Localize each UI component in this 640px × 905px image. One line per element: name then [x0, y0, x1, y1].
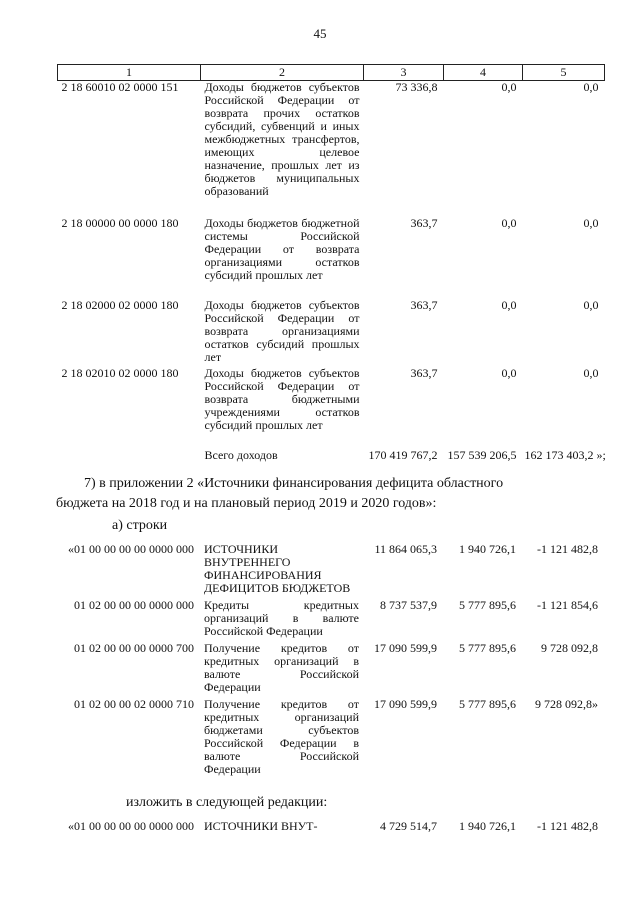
row-value-2018: 11 864 065,3 — [374, 542, 437, 556]
row-name: ИСТОЧНИКИ ВНУТРЕННЕГО ФИНАНСИРОВАНИЯ ДЕФИЦИТОВ БЮДЖЕТОВ — [204, 542, 351, 595]
row-name: Получение кредитов от кредитных организаций бюджетами субъектов Российской Федерации в валюте Российской Федерации — [204, 697, 359, 776]
row-code: 01 02 00 00 02 0000 710 — [74, 697, 194, 711]
row-name: ИСТОЧНИКИ ВНУТ- — [204, 819, 318, 833]
row-name: Кредиты кредитных организаций в валюте Российской Федерации — [204, 598, 359, 638]
row-code: 2 18 02000 02 0000 180 — [61, 298, 179, 312]
row-value-2020: 9 728 092,8 — [541, 641, 598, 655]
row-value-2019: 1 940 726,1 — [459, 819, 516, 833]
row-value-2020: 0,0 — [583, 366, 599, 380]
row-code: «01 00 00 00 00 0000 000 — [68, 542, 194, 556]
total-value-2019: 157 539 206,5 — [447, 448, 517, 462]
table-row — [58, 367, 605, 449]
table-row — [58, 299, 605, 367]
row-value-2020: -1 121 482,8 — [537, 819, 598, 833]
row-value-2018: 73 336,8 — [395, 80, 438, 94]
row-value-2020: 0,0 — [583, 216, 599, 230]
row-value-2018: 363,7 — [410, 216, 438, 230]
header-col-1: 1 — [58, 65, 201, 81]
header-col-4: 4 — [444, 65, 523, 81]
row-code: 2 18 60010 02 0000 151 — [61, 80, 179, 94]
row-value-2019: 0,0 — [501, 80, 517, 94]
row-value-2020: 0,0 — [583, 80, 599, 94]
row-value-2019: 1 940 726,1 — [459, 542, 516, 556]
row-code: «01 00 00 00 00 0000 000 — [68, 819, 194, 833]
header-col-5: 5 — [523, 65, 605, 81]
table-header-row — [58, 65, 605, 81]
row-name: Доходы бюджетов субъектов Российской Федерации от возврата бюджетными учреждениями остатков субсидий прошлых лет — [204, 366, 360, 432]
header-col-2: 2 — [201, 65, 364, 81]
paragraph-7-line-2: бюджета на 2018 год и на плановый период 2019 и 2020 годов»: — [56, 496, 437, 511]
row-code: 01 02 00 00 00 0000 700 — [74, 641, 194, 655]
sources-table-new — [57, 820, 604, 833]
table-row — [58, 217, 605, 299]
row-code: 2 18 00000 00 0000 180 — [61, 216, 179, 230]
table-row — [57, 642, 604, 698]
row-value-2018: 17 090 599,9 — [374, 641, 437, 655]
table-row — [58, 81, 605, 218]
row-value-2018: 8 737 537,9 — [380, 598, 437, 612]
sources-table-old — [57, 543, 604, 776]
row-value-2018: 363,7 — [410, 366, 438, 380]
table-row — [57, 698, 604, 776]
page-number: 45 — [313, 26, 327, 41]
amendment-paragraph-7 — [56, 474, 614, 514]
row-value-2019: 0,0 — [501, 366, 517, 380]
row-value-2018: 4 729 514,7 — [380, 819, 437, 833]
row-value-2018: 17 090 599,9 — [374, 697, 437, 711]
row-value-2019: 5 777 895,6 — [459, 598, 516, 612]
row-value-2019: 0,0 — [501, 298, 517, 312]
table-row — [57, 543, 604, 599]
total-row — [58, 449, 605, 465]
row-code: 2 18 02010 02 0000 180 — [61, 366, 179, 380]
replace-instruction: изложить в следующей редакции: — [126, 795, 328, 810]
subpoint-a: а) строки — [112, 518, 168, 533]
header-col-3: 3 — [364, 65, 444, 81]
row-value-2020: 9 728 092,8» — [535, 697, 598, 711]
total-value-2020: 162 173 403,2 »; — [524, 448, 606, 462]
row-code: 01 02 00 00 00 0000 000 — [74, 598, 194, 612]
total-label: Всего доходов — [204, 448, 278, 462]
row-value-2018: 363,7 — [410, 298, 438, 312]
row-value-2020: -1 121 854,6 — [537, 598, 598, 612]
table-row — [57, 599, 604, 642]
row-name: Доходы бюджетов субъектов Российской Федерации от возврата прочих остатков субсидий, субвенций и иных межбюджетных трансфертов, имеющих целевое назначение, прошлых лет из бюджетов муниципальных образований — [204, 80, 360, 198]
row-name: Получение кредитов от кредитных организаций в валюте Российской Федерации — [204, 641, 359, 694]
row-value-2019: 0,0 — [501, 216, 517, 230]
total-value-2018: 170 419 767,2 — [368, 448, 438, 462]
row-value-2020: 0,0 — [583, 298, 599, 312]
row-value-2020: -1 121 482,8 — [537, 542, 598, 556]
row-value-2019: 5 777 895,6 — [459, 697, 516, 711]
income-table — [57, 64, 605, 465]
table-row — [57, 820, 604, 833]
row-value-2019: 5 777 895,6 — [459, 641, 516, 655]
row-name: Доходы бюджетов субъектов Российской Федерации от возврата организациями остатков субсидий прошлых лет — [204, 298, 360, 364]
paragraph-7-line-1: 7) в приложении 2 «Источники финансирования дефицита областного — [84, 476, 504, 491]
row-name: Доходы бюджетов бюджетной системы Российской Федерации от возврата организациями остатков субсидий прошлых лет — [204, 216, 360, 282]
